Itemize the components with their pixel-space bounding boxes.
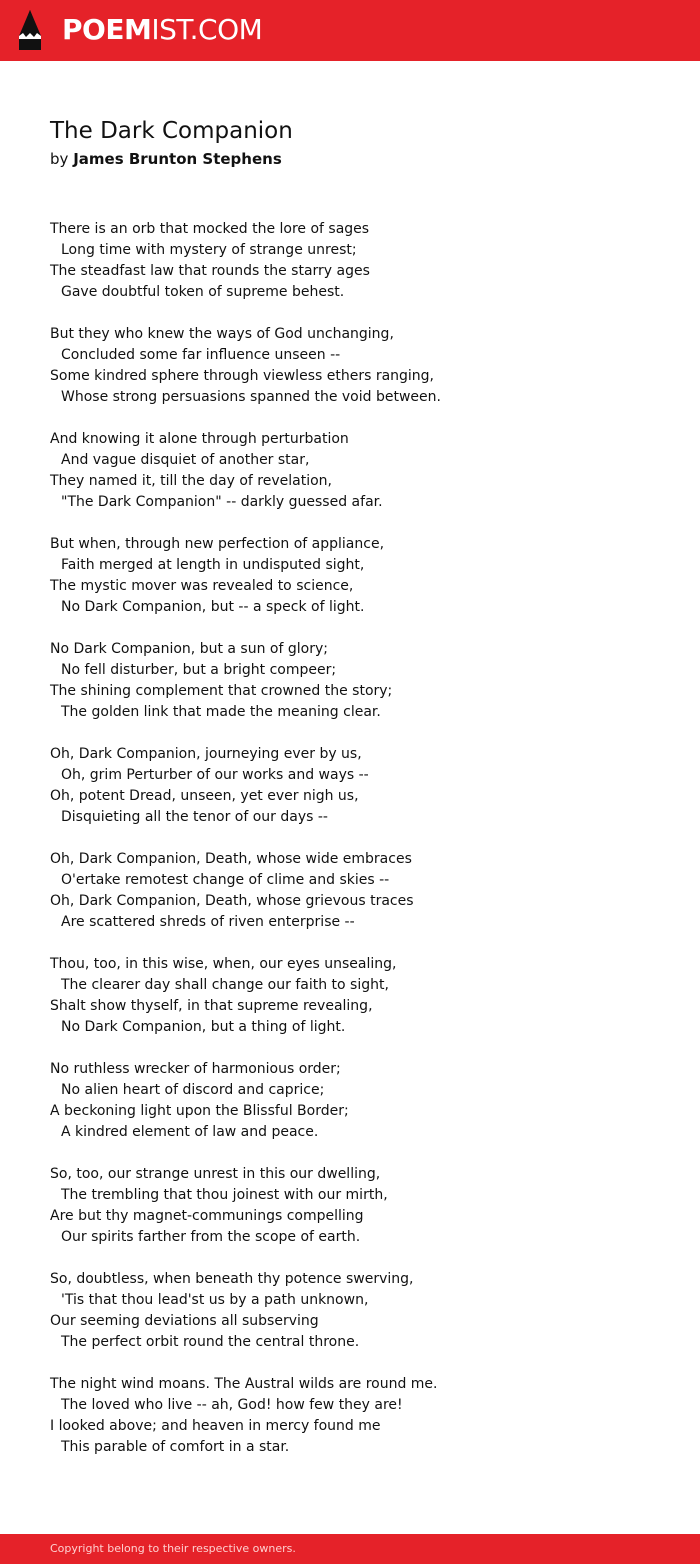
poem-line: Oh, potent Dread, unseen, yet ever nigh us, [50, 788, 359, 804]
poem-line: No fell disturber, but a bright compeer; [61, 662, 337, 678]
site-logo[interactable] [62, 12, 262, 48]
poem-line: Disquieting all the tenor of our days -- [61, 809, 328, 825]
stanza [50, 219, 670, 303]
pencil-tip-icon[interactable] [18, 9, 42, 51]
poem-line: No Dark Companion, but a thing of light. [61, 1019, 346, 1035]
poem-line: Are scattered shreds of riven enterprise -- [61, 914, 355, 930]
stanza [50, 1059, 670, 1143]
poem-line: I looked above; and heaven in mercy found me [50, 1418, 381, 1434]
poem-author[interactable]: James Brunton Stephens [73, 150, 282, 168]
copyright-text: Copyright belong to their respective owners. [50, 1542, 296, 1555]
poem-line: Oh, Dark Companion, Death, whose grievous traces [50, 893, 414, 909]
stanza [50, 1164, 670, 1248]
poem-line: The trembling that thou joinest with our mirth, [61, 1187, 388, 1203]
poem-body [50, 219, 670, 1479]
poem-line: Our seeming deviations all subserving [50, 1313, 319, 1329]
poem-line: Oh, Dark Companion, Death, whose wide embraces [50, 851, 412, 867]
poem-line: Our spirits farther from the scope of earth. [61, 1229, 361, 1245]
poem-line: The steadfast law that rounds the starry ages [50, 263, 370, 279]
poem-line: A kindred element of law and peace. [61, 1124, 319, 1140]
poem-line: Whose strong persuasions spanned the void between. [61, 389, 441, 405]
poem-line: This parable of comfort in a star. [61, 1439, 290, 1455]
poem-line: There is an orb that mocked the lore of sages [50, 221, 370, 237]
poem-line: And vague disquiet of another star, [61, 452, 310, 468]
logo-bold-text: POEM [62, 13, 152, 46]
poem-byline [50, 148, 282, 170]
stanza [50, 849, 670, 933]
stanza [50, 1374, 670, 1458]
poem-line: No ruthless wrecker of harmonious order; [50, 1061, 341, 1077]
stanza [50, 324, 670, 408]
by-label: by [50, 150, 69, 168]
poem-line: But they who knew the ways of God unchanging, [50, 326, 394, 342]
poem-line: No Dark Companion, but -- a speck of light. [61, 599, 365, 615]
poem-line: Faith merged at length in undisputed sight, [61, 557, 365, 573]
poem-line: Thou, too, in this wise, when, our eyes unsealing, [50, 956, 397, 972]
poem-line: No alien heart of discord and caprice; [61, 1082, 325, 1098]
poem-line: But when, through new perfection of appliance, [50, 536, 385, 552]
poem-line: The mystic mover was revealed to science, [50, 578, 354, 594]
stanza [50, 534, 670, 618]
logo-light-text: IST.COM [151, 13, 263, 46]
poem-line: No Dark Companion, but a sun of glory; [50, 641, 328, 657]
poem-line: They named it, till the day of revelation, [50, 473, 332, 489]
poem-line: 'Tis that thou lead'st us by a path unknown, [61, 1292, 369, 1308]
poem-line: Are but thy magnet-communings compelling [50, 1208, 364, 1224]
poem-line: The perfect orbit round the central throne. [61, 1334, 360, 1350]
poem-line: Shalt show thyself, in that supreme revealing, [50, 998, 373, 1014]
site-header [0, 0, 700, 61]
poem-line: Oh, Dark Companion, journeying ever by us, [50, 746, 362, 762]
stanza [50, 639, 670, 723]
stanza [50, 429, 670, 513]
poem-line: The night wind moans. The Austral wilds are round me. [50, 1376, 438, 1392]
poem-line: O'ertake remotest change of clime and skies -- [61, 872, 390, 888]
poem-line: A beckoning light upon the Blissful Border; [50, 1103, 349, 1119]
poem-line: The shining complement that crowned the story; [50, 683, 393, 699]
poem-line: Concluded some far influence unseen -- [61, 347, 341, 363]
poem-line: The loved who live -- ah, God! how few they are! [61, 1397, 403, 1413]
poem-line: "The Dark Companion" -- darkly guessed afar. [61, 494, 383, 510]
poem-line: So, too, our strange unrest in this our dwelling, [50, 1166, 381, 1182]
stanza [50, 744, 670, 828]
poem-line: The golden link that made the meaning clear. [61, 704, 381, 720]
poem-line: And knowing it alone through perturbation [50, 431, 349, 447]
stanza [50, 1269, 670, 1353]
poem-line: Some kindred sphere through viewless ethers ranging, [50, 368, 435, 384]
poem-line: Oh, grim Perturber of our works and ways -- [61, 767, 369, 783]
poem-line: Long time with mystery of strange unrest; [61, 242, 357, 258]
poem-line: Gave doubtful token of supreme behest. [61, 284, 345, 300]
site-footer [0, 1534, 700, 1564]
poem-line: The clearer day shall change our faith to sight, [61, 977, 389, 993]
stanza [50, 954, 670, 1038]
poem-title: The Dark Companion [50, 118, 293, 144]
poem-line: So, doubtless, when beneath thy potence swerving, [50, 1271, 414, 1287]
